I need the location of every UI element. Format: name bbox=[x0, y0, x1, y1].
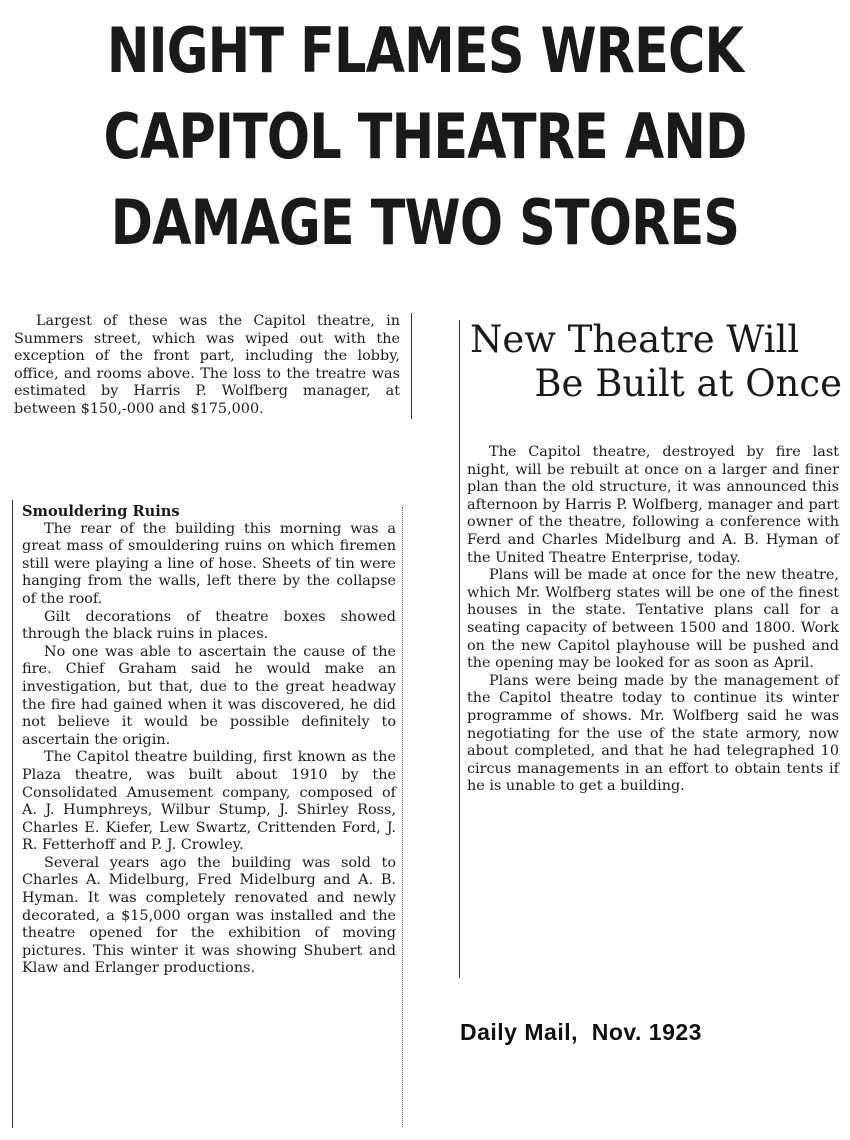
column-rule-left bbox=[12, 500, 13, 1128]
paragraph: The rear of the building this morning was a great mass of smouldering ruins on which firemen still were playing a line of hose. Sheets of tin were hanging from the walls, left there by the collapse of the roof. bbox=[22, 520, 396, 607]
paragraph: The Capitol theatre building, first known as the Plaza theatre, was built about 1910 by the Consolidated Amusement company, composed of A. J. Humphreys, Wilbur Stump, J. Shirley Ross, Charles E. Kiefer, Lew Swartz, Crittenden Ford, J. R. Fetterhoff and P. J. Crowley. bbox=[22, 749, 396, 854]
headline-line-2: CAPITOL THEATRE AND bbox=[103, 100, 747, 173]
right-article-headline bbox=[468, 318, 846, 406]
source-credit: Daily Mail, Nov. 1923 bbox=[460, 1019, 702, 1045]
headline bbox=[77, 8, 774, 266]
paragraph: The Capitol theatre, destroyed by fire last night, will be rebuilt at once on a larger and finer plan than the old structure, it was announced this afternoon by Harris P. Wolfberg, manager and part owner of the theatre, following a conference with Ferd and Charles Midelburg and A. B. Hyman of the United Theatre Enterprise, today. bbox=[467, 444, 839, 566]
subheading: Smouldering Ruins bbox=[22, 503, 180, 520]
right-headline-line-2: Be Built at Once bbox=[534, 362, 842, 405]
column-rule bbox=[411, 313, 412, 419]
column-rule-divider bbox=[402, 507, 403, 1127]
headline-line-1: NIGHT FLAMES WRECK bbox=[106, 14, 744, 87]
left-column-bottom bbox=[22, 503, 396, 978]
right-column-body bbox=[467, 444, 839, 796]
paragraph: Several years ago the building was sold to Charles A. Midelburg, Fred Midelburg and A. B. Hyman. It was completely renovated and newly decorated, a $15,000 organ was installed and the theatre opened for the exhibition of moving pictures. This winter it was showing Shubert and Klaw and Erlanger productions. bbox=[22, 854, 396, 977]
paragraph: Plans were being made by the management of the Capitol theatre today to continue its winter programme of shows. Mr. Wolfberg said he was negotiating for the use of the state armory, now about completed, and that he had telegraphed 10 circus managements in an effort to obtain tents if he is unable to get a building. bbox=[467, 672, 839, 795]
paragraph: No one was able to ascertain the cause of the fire. Chief Graham said he would make an investigation, but that, due to the great headway the fire had gained when it was discovered, he did not believe it would be possible definitely to ascertain the origin. bbox=[22, 643, 396, 748]
headline-line-3: DAMAGE TWO STORES bbox=[110, 186, 740, 259]
right-headline-line-1: New Theatre Will bbox=[470, 318, 800, 361]
column-rule-right bbox=[459, 320, 460, 978]
paragraph: Largest of these was the Capitol theatre, in Summers street, which was wiped out with the exception of the front part, including the lobby, office, and rooms above. The loss to the treatre was estimated by Harris P. Wolfberg manager, at between $150,-000 and $175,000. bbox=[14, 313, 400, 417]
left-column-top bbox=[14, 313, 400, 419]
paragraph: Gilt decorations of theatre boxes showed through the black ruins in places. bbox=[22, 608, 396, 643]
paragraph: Plans will be made at once for the new theatre, which Mr. Wolfberg states will be one of the finest houses in the state. Tentative plans call for a seating capacity of between 1500 and 1800. Work on the new Capitol playhouse will be pushed and the opening may be looked for as soon as April. bbox=[467, 567, 839, 672]
